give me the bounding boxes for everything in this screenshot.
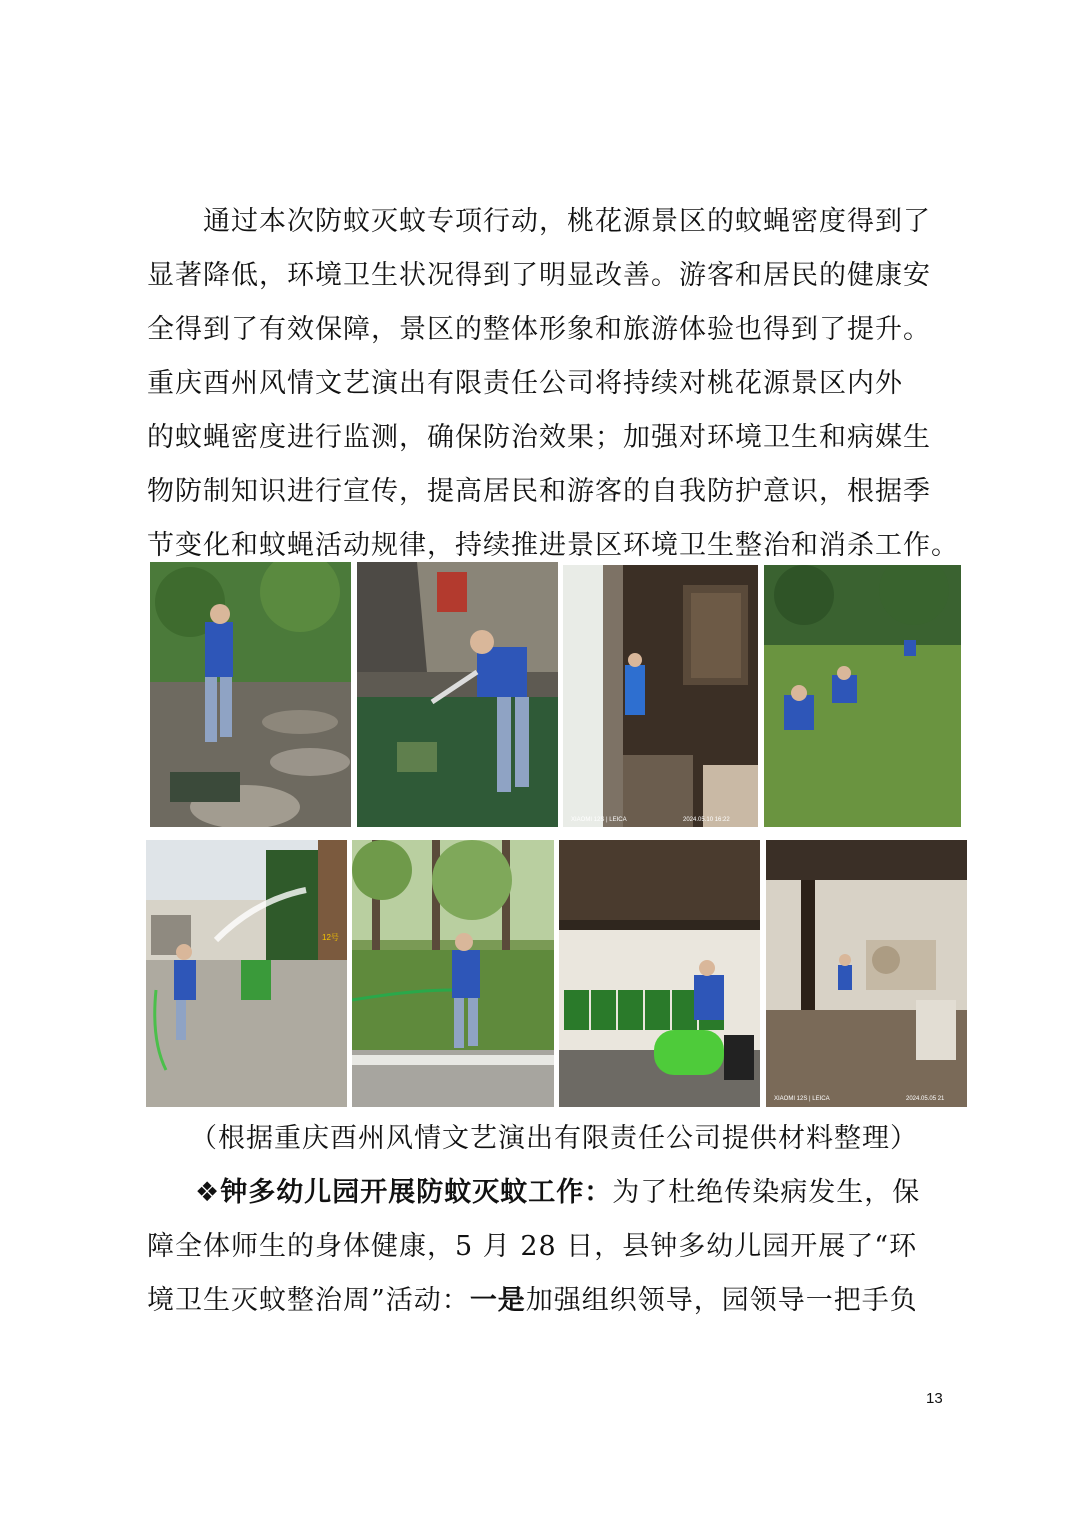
paragraph-line: 显著降低，环境卫生状况得到了明显改善。游客和居民的健康安 <box>147 260 931 291</box>
paragraph-line: 重庆酉州风情文艺演出有限责任公司将持续对桃花源景区内外 <box>147 368 903 399</box>
camera-timestamp: 2024.05.05 21 <box>906 1096 945 1102</box>
paragraph-text: 加强组织领导，园领导一把手负 <box>525 1285 918 1316</box>
paragraph-line: 物防制知识进行宣传，提高居民和游客的自我防护意识，根据季 <box>147 476 931 507</box>
sign-label: 12号 <box>322 933 339 942</box>
paragraph-line: 的蚊蝇密度进行监测，确保防治效果；加强对环境卫生和病媒生 <box>147 422 931 453</box>
paragraph-text: 境卫生灭蚊整治周”活动： <box>147 1285 470 1316</box>
paragraph-line: 全得到了有效保障，景区的整体形象和旅游体验也得到了提升。 <box>147 314 931 345</box>
photo-worker-pond <box>357 562 558 827</box>
photo-caption: （根据重庆酉州风情文艺演出有限责任公司提供材料整理） <box>190 1123 918 1154</box>
paragraph-text: 为了杜绝传染病发生，保 <box>612 1177 921 1208</box>
photo-indoor-exhibit <box>766 840 967 1107</box>
photo-grass-inspection <box>764 565 961 827</box>
paragraph-line <box>147 1274 947 1328</box>
photo-worker-stone-mills <box>150 562 351 827</box>
paragraph-line: 障全体师生的身体健康，5 月 28 日，县钟多幼儿园开展了“环 <box>147 1231 918 1262</box>
camera-timestamp: 2024.05.10 16:22 <box>683 817 730 823</box>
camera-watermark: XIAOMI 12S | LEICA <box>571 817 627 823</box>
paragraph-line <box>147 1166 947 1220</box>
bullet-icon: ❖ <box>195 1177 221 1208</box>
emphasis-text: 一是 <box>469 1285 526 1316</box>
page-number: 13 <box>926 1390 943 1407</box>
section-heading: 钟多幼儿园开展防蚊灭蚊工作： <box>220 1177 613 1208</box>
camera-watermark: XIAOMI 12S | LEICA <box>774 1096 830 1102</box>
photo-bins-spraying <box>559 840 760 1107</box>
paragraph-line: 通过本次防蚊灭蚊专项行动，桃花源景区的蚊蝇密度得到了 <box>203 206 931 237</box>
paragraph-line: 节变化和蚊蝇活动规律，持续推进景区环境卫生整治和消杀工作。 <box>147 530 959 561</box>
photo-street-spraying <box>146 840 347 1107</box>
paragraph-kindergarten <box>147 1166 947 1328</box>
photo-corridor-spraying <box>563 565 758 827</box>
photo-lawn-spraying <box>352 840 554 1107</box>
paragraph-summary <box>147 195 959 573</box>
